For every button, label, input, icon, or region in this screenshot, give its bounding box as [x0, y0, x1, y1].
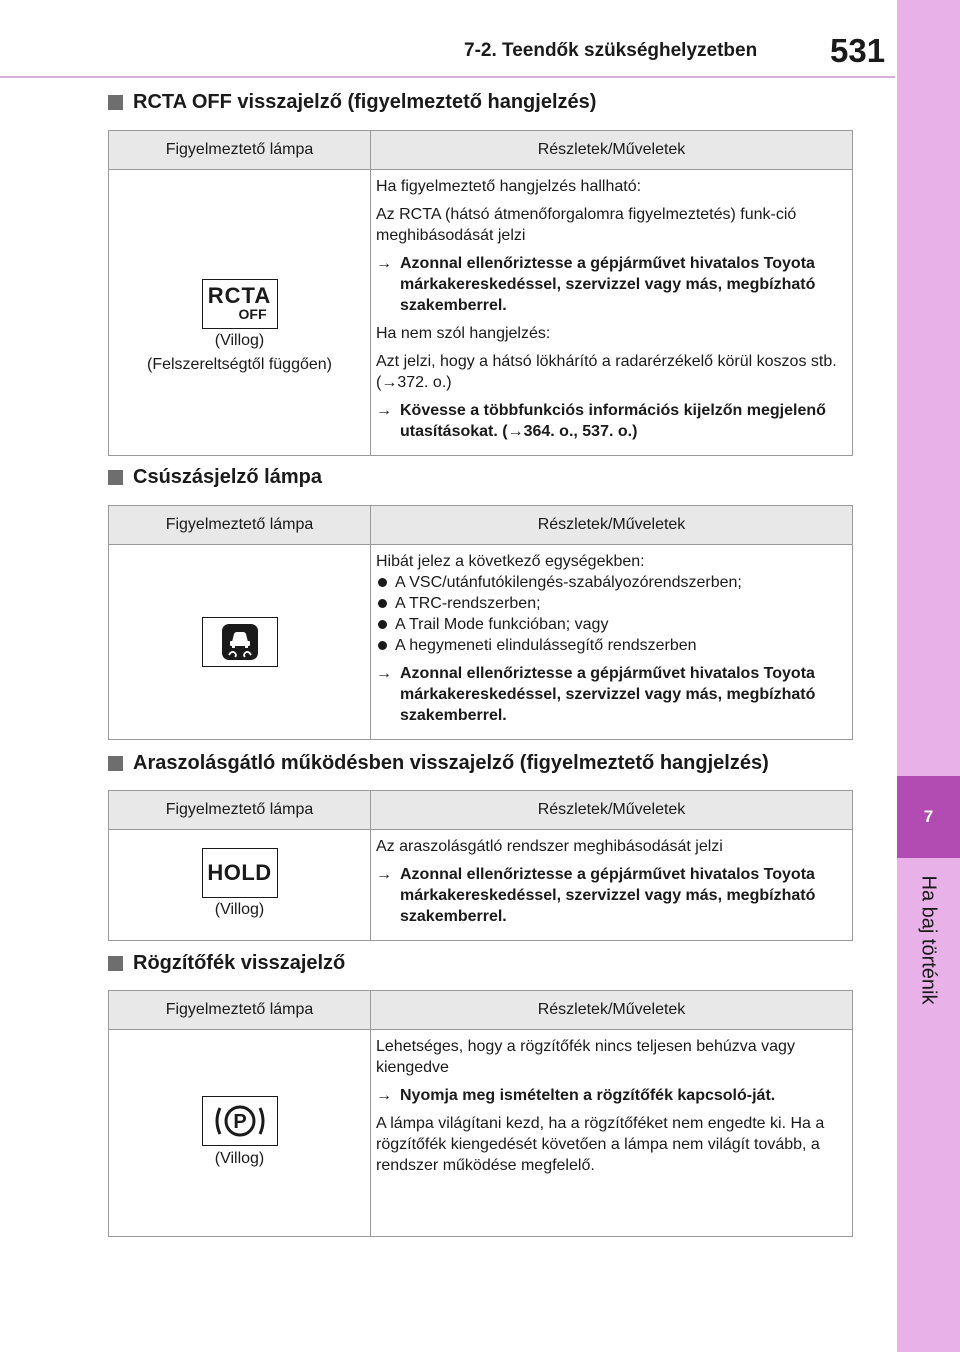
lamp-caption: (Felszereltségtől függően)	[147, 355, 332, 373]
section-heading-text: RCTA OFF visszajelző (figyelmeztető hangjelzés)	[133, 91, 597, 113]
column-header-lamp: Figyelmeztető lámpa	[109, 506, 371, 545]
action-text: Azonnal ellenőriztesse a gépjárművet hivatalos Toyota márkakereskedéssel, szervizzel vagy más, megbízható szakemberrel.	[400, 866, 816, 925]
section-heading-rcta	[108, 91, 596, 114]
parking-brake-symbol	[212, 1100, 268, 1142]
list-item	[376, 572, 846, 593]
parking-brake-icon	[202, 1096, 278, 1146]
list-item	[376, 593, 846, 614]
column-header-details: Részletek/Műveletek	[371, 131, 853, 170]
bullet-dot-icon	[378, 620, 387, 629]
running-header-title: 7-2. Teendők szükséghelyzetben	[464, 40, 758, 61]
table-row	[109, 545, 853, 740]
list-item-text: A TRC-rendszerben;	[395, 595, 541, 612]
arrow-right-icon: →	[376, 1087, 392, 1104]
details-cell	[371, 170, 853, 456]
table-header-row	[109, 991, 853, 1030]
list-item	[376, 614, 846, 635]
detail-text: Hibát jelez a következő egységekben:	[376, 553, 645, 570]
hold-icon	[202, 848, 278, 898]
action-item	[376, 1085, 846, 1106]
detail-text: Az RCTA (hátsó átmenőforgalomra figyelmeztetés) funk-ció meghibásodását jelzi	[376, 206, 797, 244]
rcta-table	[108, 130, 853, 456]
section-heading-hold	[108, 752, 769, 775]
table-row	[109, 830, 853, 941]
action-item	[376, 864, 846, 927]
details-cell	[371, 830, 853, 941]
off-icon-text: OFF	[238, 305, 267, 322]
detail-text: Az araszolásgátló rendszer meghibásodását jelzi	[376, 838, 723, 855]
table-row	[109, 170, 853, 456]
parking-brake-letter: P	[232, 1110, 247, 1133]
hold-table	[108, 790, 853, 941]
details-cell	[371, 1030, 853, 1237]
column-header-lamp: Figyelmeztető lámpa	[109, 791, 371, 830]
rcta-off-icon	[202, 279, 278, 329]
action-item	[376, 253, 846, 316]
column-header-lamp: Figyelmeztető lámpa	[109, 991, 371, 1030]
lamp-cell	[109, 170, 371, 456]
list-item-text: A Trail Mode funkcióban; vagy	[395, 616, 609, 633]
table-header-row	[109, 131, 853, 170]
action-item	[376, 663, 846, 726]
arrow-right-icon: →	[376, 402, 392, 419]
column-header-lamp: Figyelmeztető lámpa	[109, 131, 371, 170]
details-cell	[371, 545, 853, 740]
column-header-details: Részletek/Műveletek	[371, 506, 853, 545]
square-bullet-icon	[108, 470, 123, 485]
section-heading-parking-brake	[108, 952, 345, 975]
square-bullet-icon	[108, 756, 123, 771]
lamp-cell	[109, 1030, 371, 1237]
table-header-row	[109, 791, 853, 830]
lamp-caption: (Villog)	[214, 901, 265, 918]
detail-text: Lehetséges, hogy a rögzítőfék nincs teljesen behúzva vagy kiengedve	[376, 1038, 795, 1076]
column-header-details: Részletek/Műveletek	[371, 791, 853, 830]
list-item-text: A hegymeneti elindulássegítő rendszerben	[395, 637, 697, 654]
square-bullet-icon	[108, 95, 123, 110]
parking-brake-table	[108, 990, 853, 1237]
bullet-dot-icon	[378, 578, 387, 587]
square-bullet-icon	[108, 956, 123, 971]
lamp-cell	[109, 830, 371, 941]
action-text: Azonnal ellenőriztesse a gépjárművet hivatalos Toyota márkakereskedéssel, szervizzel vagy más, megbízható szakemberrel.	[400, 255, 816, 314]
header-divider	[0, 76, 895, 78]
detail-text: Azt jelzi, hogy a hátsó lökhárító a radarérzékelő körül koszos stb. (→372. o.)	[376, 353, 837, 391]
arrow-right-icon: →	[376, 665, 392, 682]
slip-car-icon	[220, 622, 260, 662]
chapter-title-vertical: Ha baj történik	[917, 875, 940, 1005]
list-item-text: A VSC/utánfutókilengés-szabályozórendszerben;	[395, 574, 742, 591]
section-heading-text: Araszolásgátló működésben visszajelző (figyelmeztető hangjelzés)	[133, 752, 769, 774]
section-heading-slip	[108, 466, 322, 489]
chapter-number-tab[interactable]: 7	[897, 776, 960, 858]
section-heading-text: Rögzítőfék visszajelző	[133, 952, 346, 974]
section-heading-text: Csúszásjelző lámpa	[133, 466, 322, 488]
list-item	[376, 635, 846, 656]
action-text: Kövesse a többfunkciós információs kijelzőn megjelenő utasításokat. (→364. o., 537. o.)	[400, 402, 826, 440]
bullet-dot-icon	[378, 599, 387, 608]
slip-table	[108, 505, 853, 740]
lamp-caption: (Villog)	[214, 1149, 265, 1167]
lamp-cell	[109, 545, 371, 740]
hold-icon-text: HOLD	[207, 860, 272, 885]
lamp-caption: (Villog)	[214, 331, 265, 349]
detail-text: Ha figyelmeztető hangjelzés hallható:	[376, 178, 642, 195]
action-item	[376, 400, 846, 442]
table-header-row	[109, 506, 853, 545]
action-text: Nyomja meg ismételten a rögzítőfék kapcsoló-ját.	[400, 1087, 776, 1104]
chapter-side-strip	[897, 0, 960, 1352]
detail-text: Ha nem szól hangjelzés:	[376, 325, 551, 342]
column-header-details: Részletek/Műveletek	[371, 991, 853, 1030]
arrow-right-icon: →	[376, 255, 392, 272]
page-number: 531	[830, 32, 886, 69]
rcta-icon-text: RCTA	[207, 282, 272, 308]
table-row	[109, 1030, 853, 1237]
action-text: Azonnal ellenőriztesse a gépjárművet hivatalos Toyota márkakereskedéssel, szervizzel vagy más, megbízható szakemberrel.	[400, 665, 816, 724]
arrow-right-icon: →	[376, 866, 392, 883]
bullet-dot-icon	[378, 641, 387, 650]
slip-indicator-icon	[202, 617, 278, 667]
detail-text: A lámpa világítani kezd, ha a rögzítőféket nem engedte ki. Ha a rögzítőfék kiengedését követően a lámpa nem világít tovább, a rendszer működése megfelelő.	[376, 1115, 825, 1174]
